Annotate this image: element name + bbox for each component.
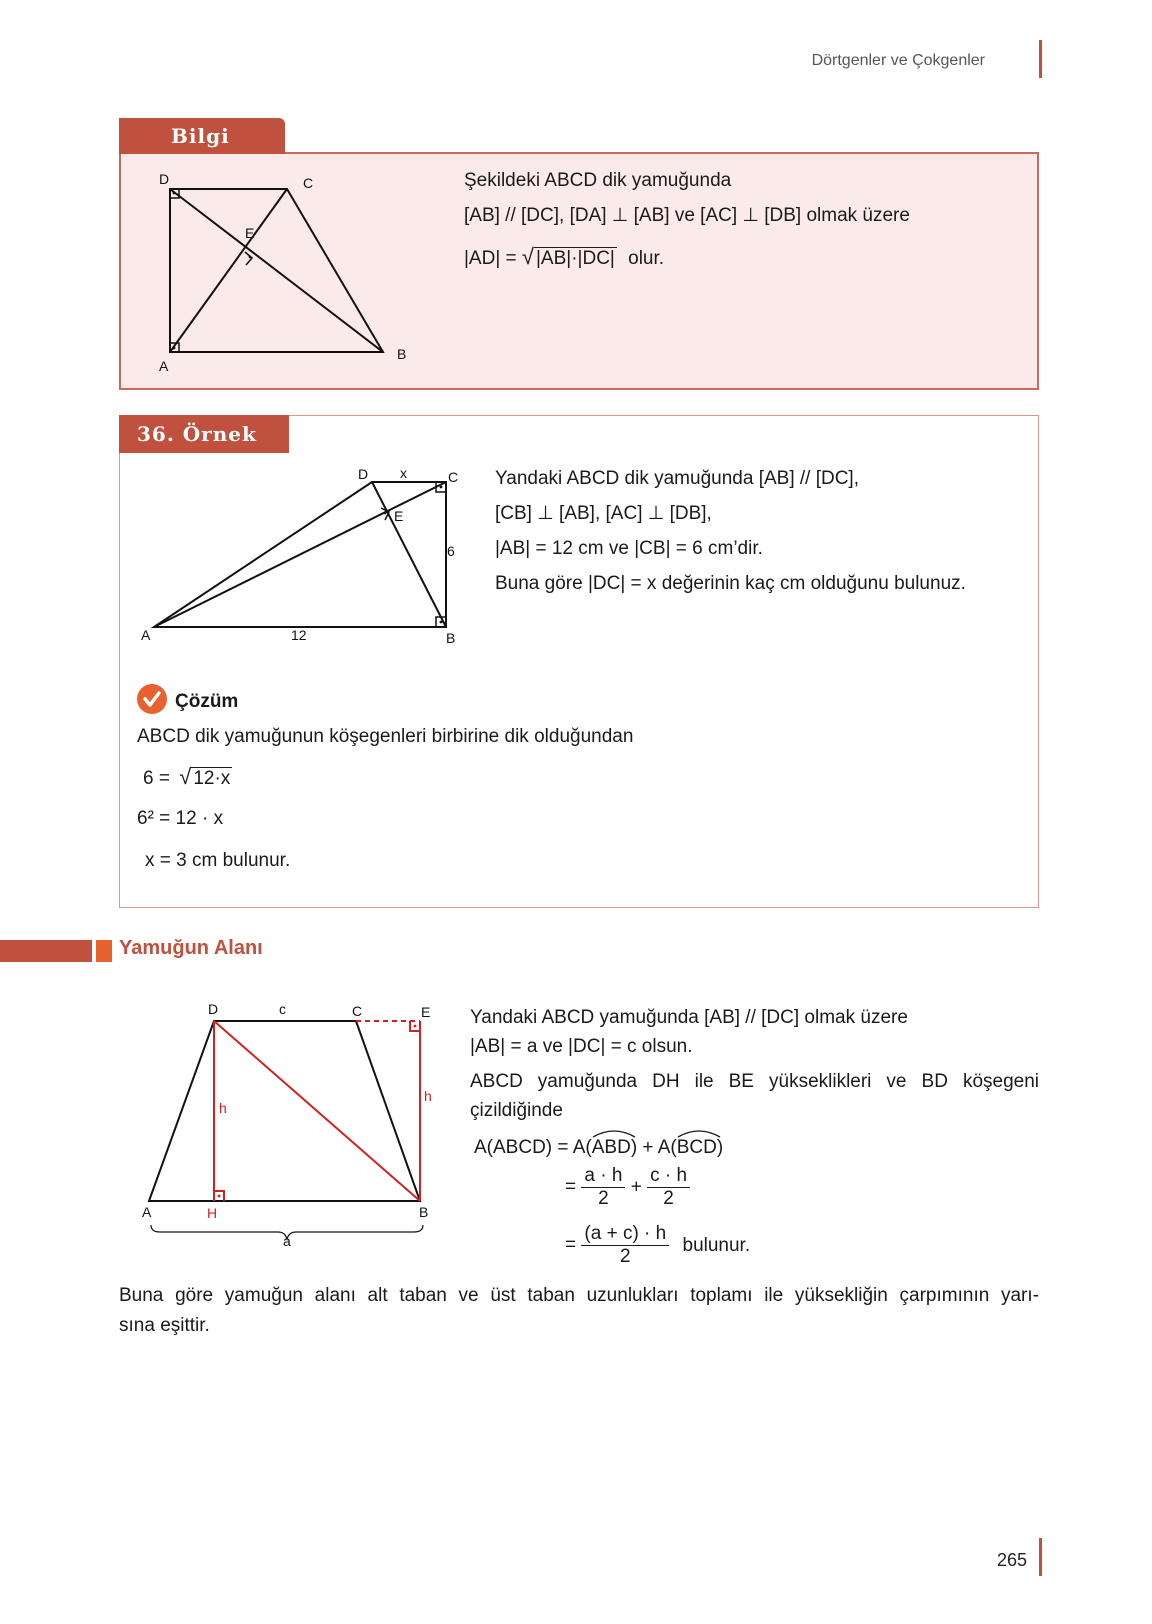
equals-sign: = (565, 1234, 577, 1256)
alan-label-h2: h (424, 1088, 432, 1104)
alan-text-line4: çizildiğinde (470, 1100, 563, 1121)
bilgi-text-line2: [AB] // [DC], [DA] ⊥ [AB] ve [AC] ⊥ [DB] olmak üzere (464, 205, 910, 226)
alan-area-equation (474, 1135, 723, 1161)
alan-text-line1: Yandaki ABCD yamuğunda [AB] // [DC] olmak üzere (470, 1007, 908, 1028)
frac-ah-num: a · h (581, 1165, 625, 1188)
cozum-eq3: x = 3 cm bulunur. (145, 850, 291, 871)
sqrt-icon: √ (521, 244, 534, 269)
alan-text-line2: |AB| = a ve |DC| = c olsun. (470, 1036, 693, 1057)
ornek-text-line1: Yandaki ABCD dik yamuğunda [AB] // [DC], (495, 468, 859, 489)
bilgi-text-line1: Şekildeki ABCD dik yamuğunda (464, 170, 732, 191)
cozum-eq2: 6² = 12 · x (137, 808, 224, 829)
alan-label-d: D (208, 1001, 219, 1017)
ornek-text-line4: Buna göre |DC| = x değerinin kaç cm olduğunu bulunuz. (495, 573, 966, 594)
equals-sign: = (565, 1176, 577, 1198)
frac-ach-den: 2 (620, 1246, 631, 1267)
area-eq-part1: A(ABCD) = A( (474, 1137, 592, 1158)
sqrt-icon: √ (179, 764, 192, 789)
alan-label-c: C (352, 1003, 363, 1019)
alan-label-a-small: a (283, 1233, 291, 1249)
bilgi-label-d: D (159, 171, 170, 187)
running-header: Dörtgenler ve Çokgenler (811, 52, 985, 69)
bilgi-label-b: B (397, 346, 407, 362)
frac-ch-2 (647, 1165, 690, 1210)
alan-step2 (565, 1223, 750, 1268)
page-number: 265 (997, 1550, 1028, 1570)
alan-label-b: B (419, 1204, 429, 1220)
cozum-title: Çözüm (175, 691, 239, 712)
ornek-tab: 36. Örnek (119, 415, 289, 453)
alan-label-c-small: c (279, 1001, 286, 1017)
area-arc-abd (592, 1135, 631, 1161)
alan-label-e: E (421, 1004, 431, 1020)
ornek-label-a: A (141, 627, 151, 643)
area-arc-abd-label: ABD (591, 1137, 631, 1158)
frac-ach-num: (a + c) · h (581, 1223, 669, 1246)
alan-label-h1: h (219, 1100, 227, 1116)
ornek-label-x: x (400, 465, 407, 481)
bilgi-label-e: E (245, 225, 255, 241)
area-arc-bcd (677, 1135, 717, 1161)
area-eq-part3: ) (716, 1137, 724, 1158)
ornek-label-12: 12 (291, 627, 307, 643)
alan-trapezoid (149, 1021, 420, 1201)
plus-sign: + (630, 1176, 642, 1198)
frac-ach-2 (581, 1223, 669, 1268)
ornek-label-d: D (358, 466, 369, 482)
alan-text-line3: ABCD yamuğunda DH ile BE yükseklikleri ve BD köşegeni (470, 1071, 1039, 1092)
frac-ch-num: c · h (647, 1165, 690, 1188)
alan-diagonal-bd (214, 1021, 420, 1201)
ornek-text-line3: |AB| = 12 cm ve |CB| = 6 cm’dir. (495, 538, 763, 559)
bulunur-text: bulunur. (682, 1234, 751, 1256)
bilgi-formula-root: |AB|·|DC| (536, 248, 615, 269)
frac-ah-2 (581, 1165, 625, 1210)
alan-label-a: A (142, 1204, 152, 1220)
frac-ah-den: 2 (598, 1188, 609, 1209)
page-number-accent-bar (1039, 1538, 1042, 1576)
bilgi-formula-lhs: |AD| = (464, 248, 517, 269)
ornek-text-line2: [CB] ⊥ [AB], [AC] ⊥ [DB], (495, 503, 712, 524)
section-title: Yamuğun Alanı (119, 937, 263, 959)
area-arc-bcd-label: BCD (676, 1137, 717, 1158)
alan-conclusion-line2: sına eşittir. (119, 1315, 210, 1336)
ornek-label-c: C (448, 469, 459, 485)
alan-step1 (565, 1165, 690, 1210)
bilgi-label-c: C (303, 175, 314, 191)
bilgi-formula-tail: olur. (628, 248, 665, 269)
bilgi-tab: Bilgi (119, 118, 285, 154)
ornek-label-e: E (394, 508, 404, 524)
cozum-line1: ABCD dik yamuğunun köşegenleri birbirine dik olduğundan (137, 726, 634, 747)
cozum-eq1-lhs: 6 = (143, 768, 170, 789)
alan-conclusion-line1: Buna göre yamuğun alanı alt taban ve üst taban uzunlukları toplamı ile yüksekliğin çarpımının yarı- (119, 1285, 1039, 1306)
frac-ch-den: 2 (663, 1188, 674, 1209)
bilgi-label-a: A (159, 358, 169, 374)
cozum-eq1-root: 12·x (193, 768, 231, 789)
alan-label-h-foot: H (207, 1205, 218, 1221)
area-eq-part2: ) + A( (630, 1137, 677, 1158)
ornek-label-b: B (446, 630, 456, 646)
ornek-label-6: 6 (447, 543, 455, 559)
